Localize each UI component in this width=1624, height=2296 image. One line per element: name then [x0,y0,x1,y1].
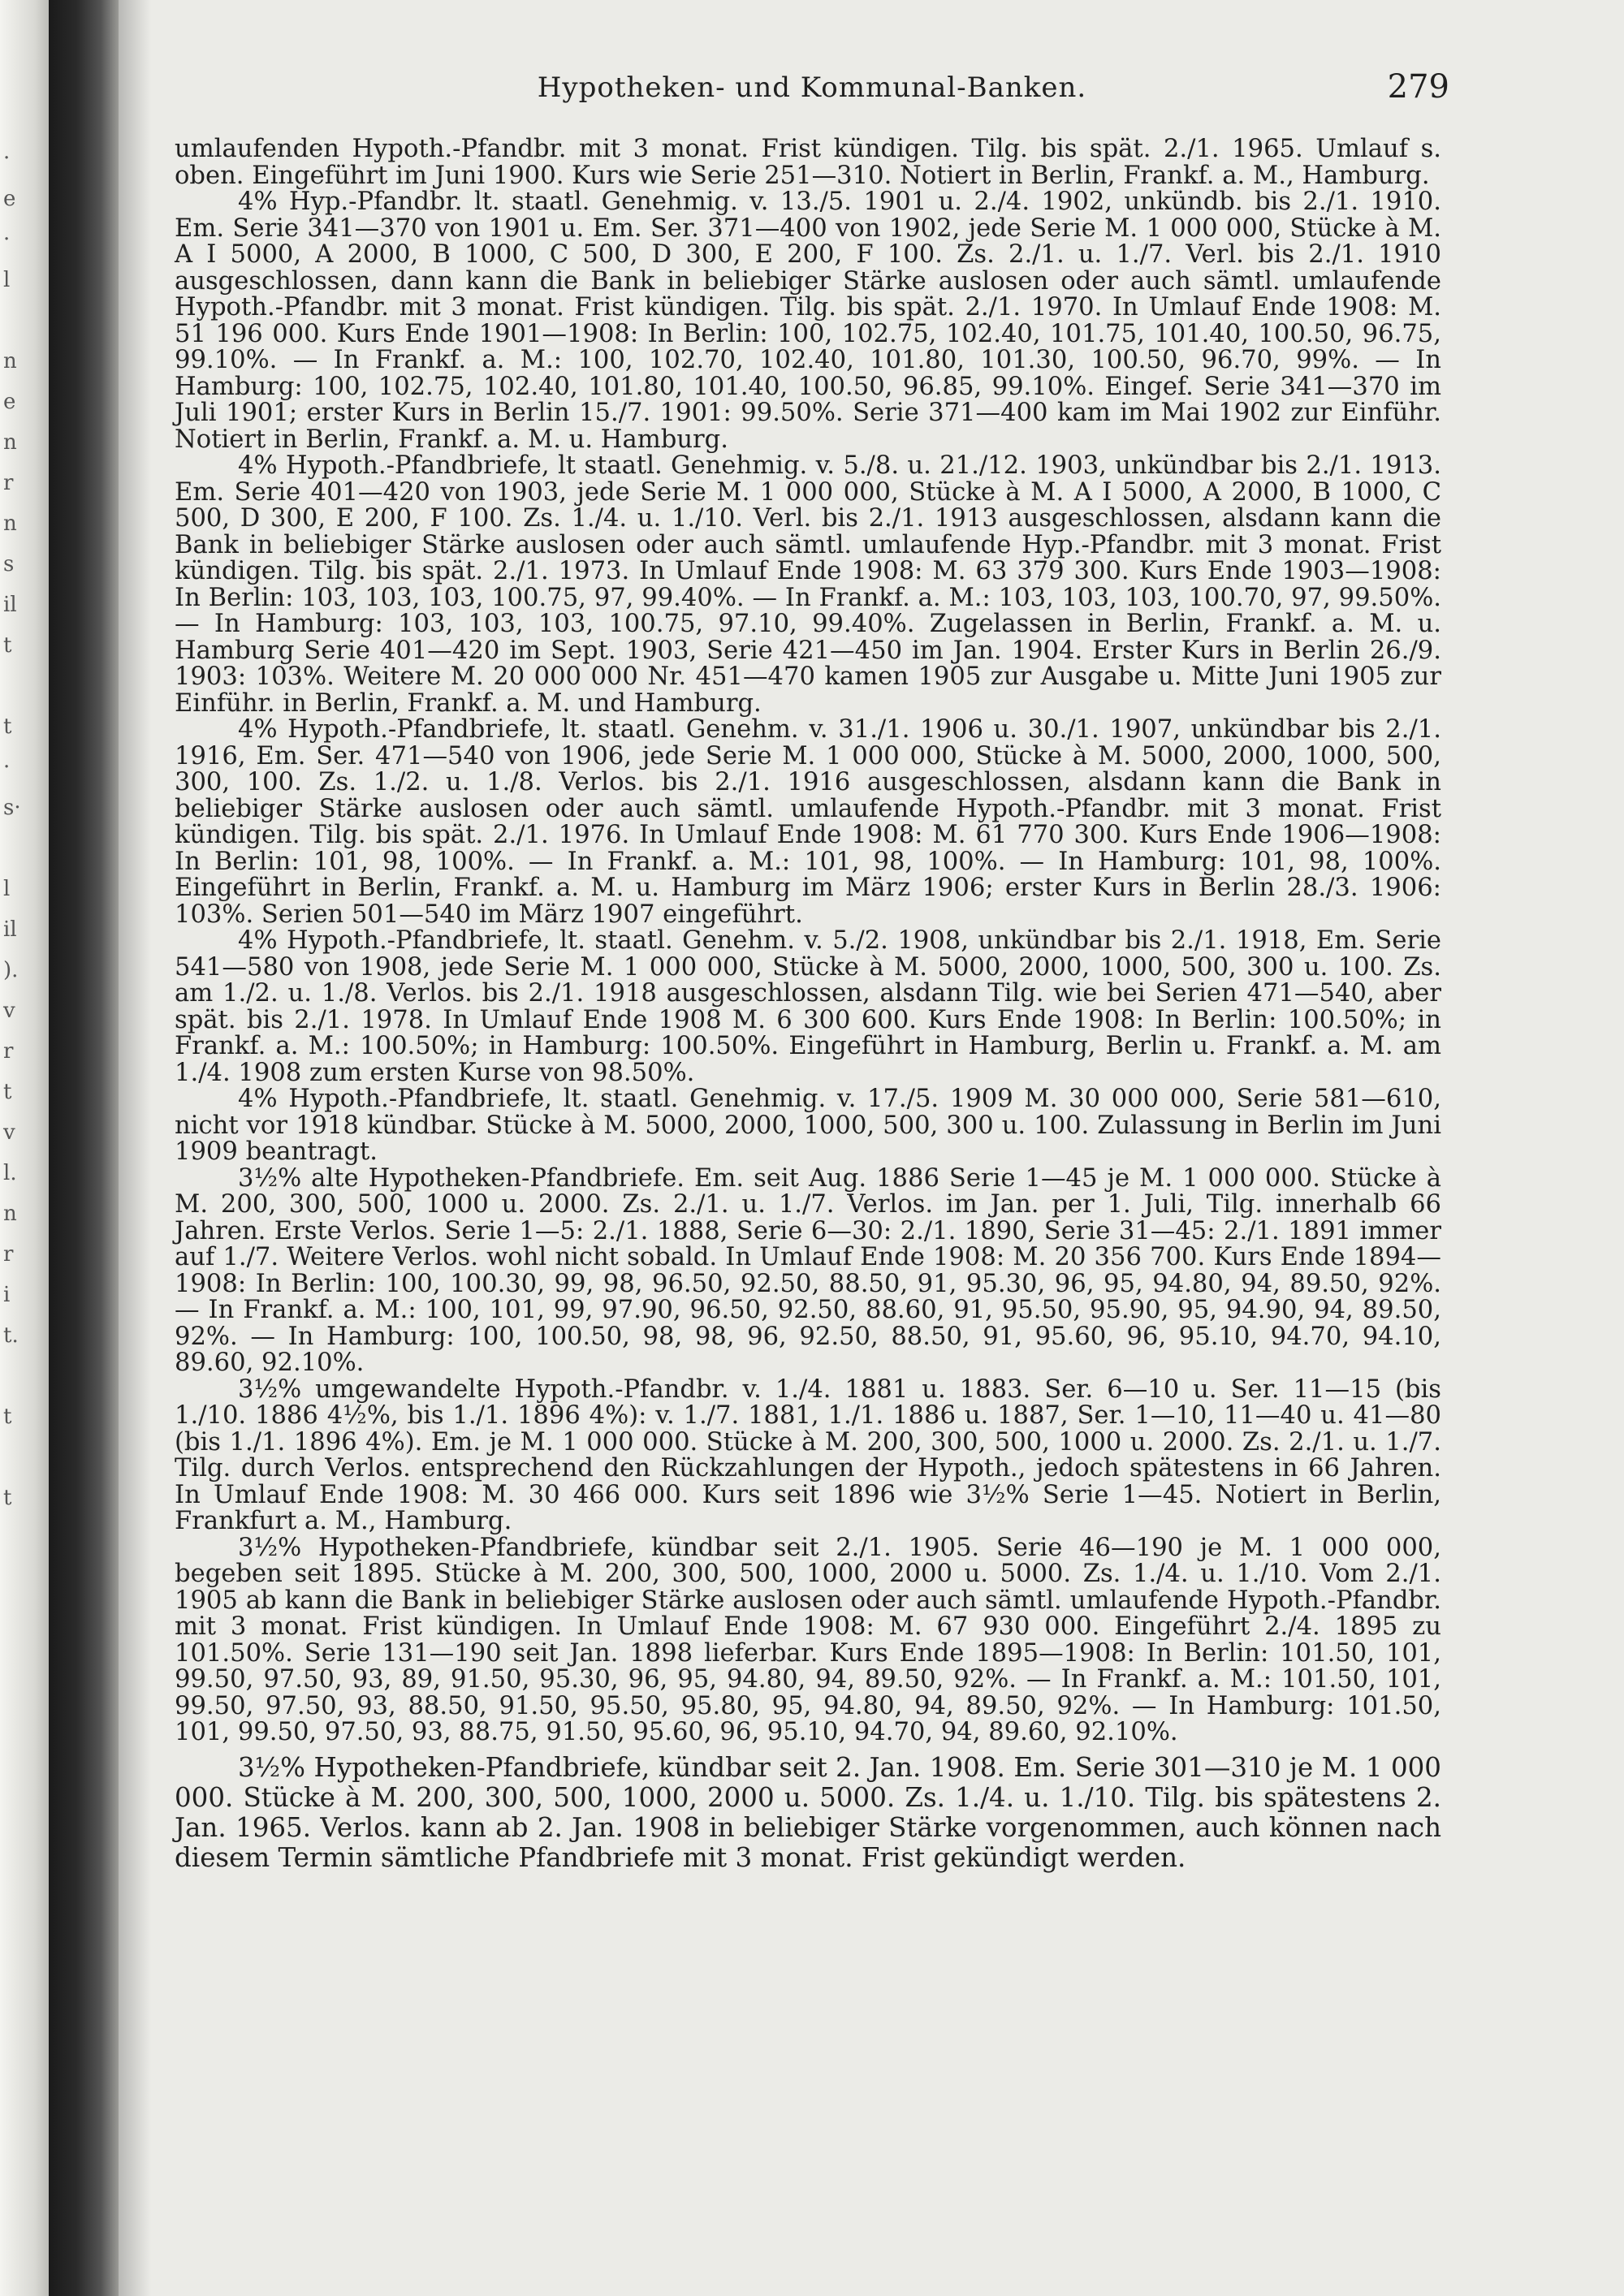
book-spine-shadow [49,0,119,2296]
paragraph-3-5pct-alte: 3½% alte Hypotheken-Pfandbriefe. Em. seit Aug. 1886 Serie 1—45 je M. 1 000 000. Stücke à M. 200, 300, 500, 1000 u. 2000. Zs. 2./1. u. 1./7. Verlos. im Jan. per 1. Juli, Tilg. innerhalb 66 Jahren. Erste Verlos. Serie 1—5: 2./1. 1888, Serie 6—30: 2./1. 1890, Serie 31—45: 2./1. 1891 immer auf 1./7. Weitere Verlos. wohl nicht sobald. In Umlauf Ende 1908: M. 20 356 700. Kurs Ende 1894—1908: In Berlin: 100, 100.30, 99, 98, 96.50, 92.50, 88.50, 91, 95.30, 96, 95, 94.80, 94, 89.50, 92%. — In Frankf. a. M.: 100, 101, 99, 97.90, 96.50, 92.50, 88.60, 91, 95.50, 95.90, 95, 94.90, 94, 89.50, 92%. — In Hamburg: 100, 100.50, 98, 98, 96, 92.50, 88.50, 91, 95.60, 96, 95.10, 94.70, 94.10, 89.60, 92.10%. [175,1163,1441,1377]
paragraph-4pct-serie-541-580: 4% Hypoth.-Pfandbriefe, lt. staatl. Genehm. v. 5./2. 1908, unkündbar bis 2./1. 1918, Em. Serie 541—580 von 1908, jede Serie M. 1 000 000, Stücke à M. 5000, 2000, 1000, 500, 300 u. 100. Zs. am 1./2. u. 1./8. Verlos. bis 2./1. 1918 ausgeschlossen, alsdann Tilg. wie bei Serien 471—540, aber spät. bis 2./1. 1978. In Umlauf Ende 1908 M. 6 300 600. Kurs Ende 1908: In Berlin: 100.50%; in Frankf. a. M.: 100.50%; in Hamburg: 100.50%. Eingeführt in Hamburg, Berlin u. Frankf. a. M. am 1./4. 1908 zum ersten Kurse von 98.50%. [175,926,1441,1087]
bleed-through-margin: · e · l n e n r n s il t t · s· l il ). v r t v l. n r i t. t t [3,146,21,1510]
paragraph-3-5pct-serie-301-310: 3½% Hypotheken-Pfandbriefe, kündbar seit 2. Jan. 1908. Em. Serie 301—310 je M. 1 000 000. Stücke à M. 200, 300, 500, 1000, 2000 u. 5000. Zs. 1./4. u. 1./10. Tilg. bis spätestens 2. Jan. 1965. Verlos. kann ab 2. Jan. 1908 in beliebiger Stärke vorgenommen, auch können nach diesem Termin sämtliche Pfandbriefe mit 3 monat. Frist gekündigt werden. [175,1751,1441,1873]
page-header [175,67,1449,115]
paragraph-4pct-serie-581-610: 4% Hypoth.-Pfandbriefe, lt. staatl. Genehmig. v. 17./5. 1909 M. 30 000 000, Serie 581—610, nicht vor 1918 kündbar. Stücke à M. 5000, 2000, 1000, 500, 300 u. 100. Zulassung in Berlin im Juni 1909 beantragt. [175,1085,1441,1166]
paragraph-4pct-serie-341-400: 4% Hyp.-Pfandbr. lt. staatl. Genehmig. v. 13./5. 1901 u. 2./4. 1902, unkündb. bis 2./1. 1910. Em. Serie 341—370 von 1901 u. Em. Ser. 371—400 von 1902, jede Serie M. 1 000 000, Stücke à M. A I 5000, A 2000, B 1000, C 500, D 300, E 200, F 100. Zs. 2./1. u. 1./7. Verl. bis 2./1. 1910 ausgeschlossen, dann kann die Bank in beliebiger Stärke auslosen oder auch sämtl. umlaufende Hypoth.-Pfandbr. mit 3 monat. Frist kündigen. Tilg. bis spät. 2./1. 1970. In Umlauf Ende 1908: M. 51 196 000. Kurs Ende 1901—1908: In Berlin: 100, 102.75, 102.40, 101.75, 101.40, 100.50, 96.75, 99.10%. — In Frankf. a. M.: 100, 102.70, 102.40, 101.80, 101.30, 100.50, 96.70, 99%. — In Hamburg: 100, 102.75, 102.40, 101.80, 101.40, 100.50, 96.85, 99.10%. Eingef. Serie 341—370 im Juli 1901; erster Kurs in Berlin 15./7. 1901: 99.50%. Serie 371—400 kam im Mai 1902 zur Einführ. Notiert in Berlin, Frankf. a. M. u. Hamburg. [175,188,1441,454]
paragraph-3-5pct-umgewandelte: 3½% umgewandelte Hypoth.-Pfandbr. v. 1./4. 1881 u. 1883. Ser. 6—10 u. Ser. 11—15 (bis 1./10. 1886 4½%, bis 1./1. 1896 4%): v. 1./7. 1881, 1./1. 1886 u. 1887, Ser. 1—10, 11—40 u. 41—80 (bis 1./1. 1896 4%). Em. je M. 1 000 000. Stücke à M. 200, 300, 500, 1000 u. 2000. Zs. 2./1. u. 1./7. Tilg. durch Verlos. entsprechend den Rückzahlungen der Hypoth., jedoch spätestens in 66 Jahren. In Umlauf Ende 1908: M. 30 466 000. Kurs seit 1896 wie 3½% Serie 1—45. Notiert in Berlin, Frankfurt a. M., Hamburg. [175,1375,1441,1535]
paragraph-4pct-serie-471-540: 4% Hypoth.-Pfandbriefe, lt. staatl. Genehm. v. 31./1. 1906 u. 30./1. 1907, unkündbar bis 2./1. 1916, Em. Ser. 471—540 von 1906, jede Serie M. 1 000 000, Stücke à M. 5000, 2000, 1000, 500, 300, 100. Zs. 1./2. u. 1./8. Verlos. bis 2./1. 1916 ausgeschlossen, alsdann kann die Bank in beliebiger Stärke auslosen oder auch sämtl. umlaufende Hypoth.-Pfandbr. mit 3 monat. Frist kündigen. Tilg. bis spät. 2./1. 1976. In Umlauf Ende 1908: M. 61 770 300. Kurs Ende 1906—1908: In Berlin: 101, 98, 100%. — In Frankf. a. M.: 101, 98, 100%. — In Hamburg: 101, 98, 100%. Eingeführt in Berlin, Frankf. a. M. u. Hamburg im März 1906; erster Kurs in Berlin 28./3. 1906: 103%. Serien 501—540 im März 1907 eingeführt. [175,715,1441,929]
paragraph-4pct-serie-401-470: 4% Hypoth.-Pfandbriefe, lt staatl. Genehmig. v. 5./8. u. 21./12. 1903, unkündbar bis 2./1. 1913. Em. Serie 401—420 von 1903, jede Serie M. 1 000 000, Stücke à M. A I 5000, A 2000, B 1000, C 500, D 300, E 200, F 100. Zs. 1./4. u. 1./10. Verl. bis 2./1. 1913 ausgeschlossen, alsdann kann die Bank in beliebiger Stärke auslosen oder auch sämtl. umlaufende Hyp.-Pfandbr. mit 3 monat. Frist kündigen. Tilg. bis spät. 2./1. 1973. In Umlauf Ende 1908: M. 63 379 300. Kurs Ende 1903—1908: In Berlin: 103, 103, 103, 100.75, 97, 99.40%. — In Frankf. a. M.: 103, 103, 103, 100.70, 97, 99.50%. — In Hamburg: 103, 103, 103, 100.75, 97.10, 99.40%. Zugelassen in Berlin, Frankf. a. M. u. Hamburg Serie 401—420 im Sept. 1903, Serie 421—450 im Jan. 1904. Erster Kurs in Berlin 26./9. 1903: 103%. Weitere M. 20 000 000 Nr. 451—470 kamen 1905 zur Ausgabe u. Mitte Juni 1905 zur Einführ. in Berlin, Frankf. a. M. und Hamburg. [175,451,1441,718]
gutter-fade [119,0,151,2296]
paragraph-3-5pct-serie-46-190: 3½% Hypotheken-Pfandbriefe, kündbar seit 2./1. 1905. Serie 46—190 je M. 1 000 000, begeben seit 1895. Stücke à M. 200, 300, 500, 1000, 2000 u. 5000. Zs. 1./4. u. 1./10. Vom 2./1. 1905 ab kann die Bank in beliebiger Stärke auslosen oder auch sämtl. umlaufende Hypoth.-Pfandbr. mit 3 monat. Frist kündigen. In Umlauf Ende 1908: M. 67 930 000. Eingeführt 2./4. 1895 zu 101.50%. Serie 131—190 seit Jan. 1898 lieferbar. Kurs Ende 1895—1908: In Berlin: 101.50, 101, 99.50, 97.50, 93, 89, 91.50, 95.30, 96, 95, 94.80, 94, 89.50, 92%. — In Frankf. a. M.: 101.50, 101, 99.50, 97.50, 93, 88.50, 91.50, 95.50, 95.80, 95, 94.80, 94, 89.50, 92%. — In Hamburg: 101.50, 101, 99.50, 97.50, 93, 88.75, 91.50, 95.60, 96, 95.10, 94.70, 94, 89.60, 92.10%. [175,1533,1441,1746]
page-number: 279 [1387,68,1449,106]
page-body [175,136,1441,1873]
running-head: Hypotheken- und Kommunal-Banken. [537,71,1087,104]
paragraph-continued: umlaufenden Hypoth.-Pfandbr. mit 3 monat. Frist kündigen. Tilg. bis spät. 2./1. 1965. Umlauf s. oben. Eingeführt im Juni 1900. Kurs wie Serie 251—310. Notiert in Berlin, Frankf. a. M., Hamburg. [175,135,1441,190]
